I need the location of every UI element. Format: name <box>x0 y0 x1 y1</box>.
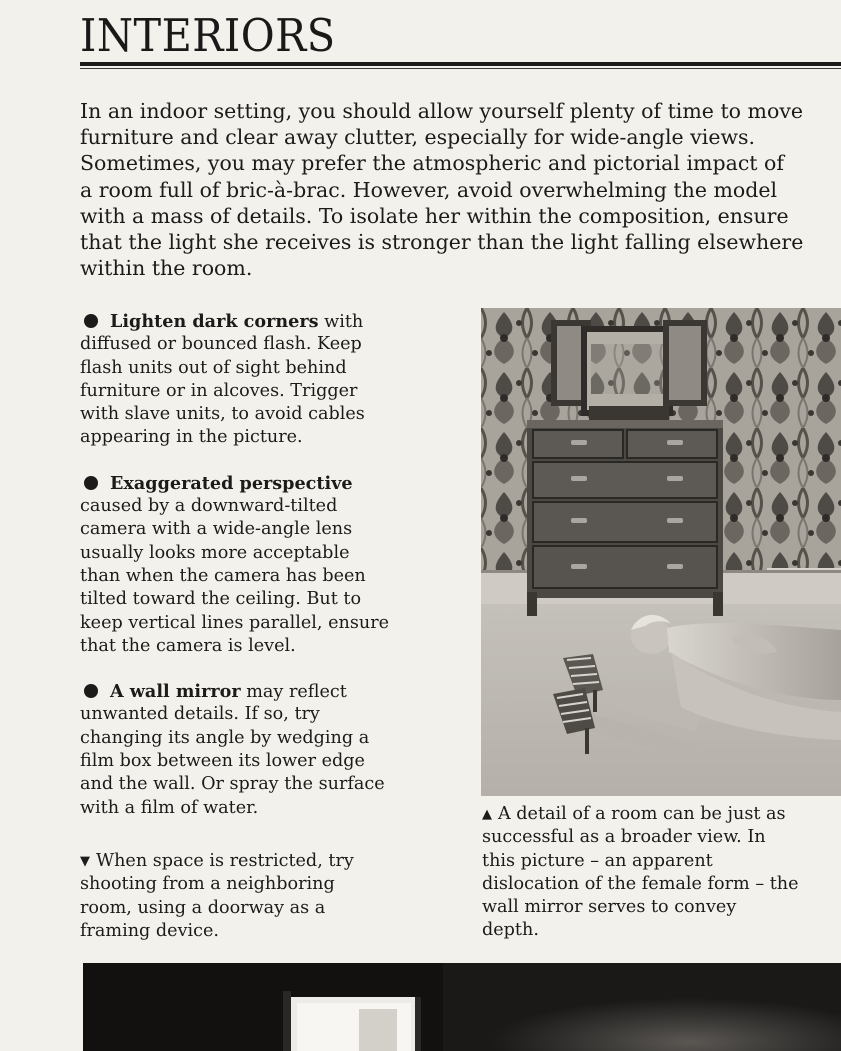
tip-text: and the wall. Or spray the surface <box>80 774 385 795</box>
intro-paragraph <box>80 98 841 281</box>
tip-text: flash units out of sight behind <box>80 357 347 378</box>
caption-text: When space is restricted, try <box>96 851 354 871</box>
tip-text: may reflect <box>240 682 347 703</box>
caption-doorway-photo <box>80 850 354 943</box>
title-rule-thin <box>80 68 841 69</box>
tip-text: with <box>318 312 364 332</box>
page-title: INTERIORS <box>80 9 336 62</box>
tip-text: appearing in the picture. <box>80 427 303 448</box>
bullet-icon <box>84 684 98 698</box>
tip-text: unwanted details. If so, try <box>80 704 320 725</box>
tip-heading: Exaggerated perspective <box>110 472 353 494</box>
room-detail-photo <box>481 308 841 796</box>
tip-text: caused by a downward-tilted <box>80 496 338 517</box>
tip-heading: A wall mirror <box>110 681 241 703</box>
triangle-up-icon: ▲ <box>482 807 492 822</box>
caption-text: dislocation of the female form – the <box>482 873 799 894</box>
intro-line: Sometimes, you may prefer the atmospheric and pictorial impact of <box>80 151 784 176</box>
tip-exaggerated-perspective <box>80 472 460 658</box>
title-rule <box>80 62 841 66</box>
tip-text: with a film of water. <box>80 797 259 818</box>
caption-room-detail-photo <box>482 803 841 943</box>
tip-text: than when the camera has been <box>80 565 366 586</box>
tip-text: film box between its lower edge <box>80 751 365 772</box>
tip-text: usually looks more acceptable <box>80 542 350 563</box>
tip-text: changing its angle by wedging a <box>80 727 370 748</box>
caption-text: this picture – an apparent <box>482 850 713 871</box>
tip-wall-mirror <box>80 680 460 820</box>
caption-text: room, using a doorway as a <box>80 897 326 918</box>
tip-text: furniture or in alcoves. Trigger <box>80 380 358 401</box>
intro-line: a room full of bric-à-brac. However, avoid overwhelming the model <box>80 177 778 202</box>
tip-text: tilted toward the ceiling. But to <box>80 589 362 610</box>
bullet-icon <box>84 476 98 490</box>
tip-text: keep vertical lines parallel, ensure <box>80 612 390 633</box>
tips-column <box>80 310 460 842</box>
caption-text: depth. <box>482 920 539 941</box>
tip-text: diffused or bounced flash. Keep <box>80 334 362 355</box>
caption-text: successful as a broader view. In <box>482 827 766 848</box>
intro-line: In an indoor setting, you should allow yourself plenty of time to move <box>80 99 804 123</box>
doorway-photo <box>83 963 841 1051</box>
intro-line: that the light she receives is stronger than the light falling elsewhere <box>80 229 804 254</box>
intro-line: furniture and clear away clutter, especially for wide-angle views. <box>80 125 756 150</box>
caption-text: A detail of a room can be just as <box>498 804 786 824</box>
bullet-icon <box>84 314 98 328</box>
caption-text: wall mirror serves to convey <box>482 897 737 918</box>
intro-line: with a mass of details. To isolate her within the composition, ensure <box>80 203 789 228</box>
triangle-down-icon: ▼ <box>80 854 90 869</box>
intro-line: within the room. <box>80 256 253 281</box>
tip-lighten-corners <box>80 310 460 450</box>
tip-heading: Lighten dark corners <box>110 311 319 332</box>
caption-text: shooting from a neighboring <box>80 874 335 895</box>
tip-text: with slave units, to avoid cables <box>80 404 365 425</box>
tip-text: camera with a wide-angle lens <box>80 519 353 540</box>
tip-text: that the camera is level. <box>80 635 296 656</box>
caption-text: framing device. <box>80 920 220 941</box>
